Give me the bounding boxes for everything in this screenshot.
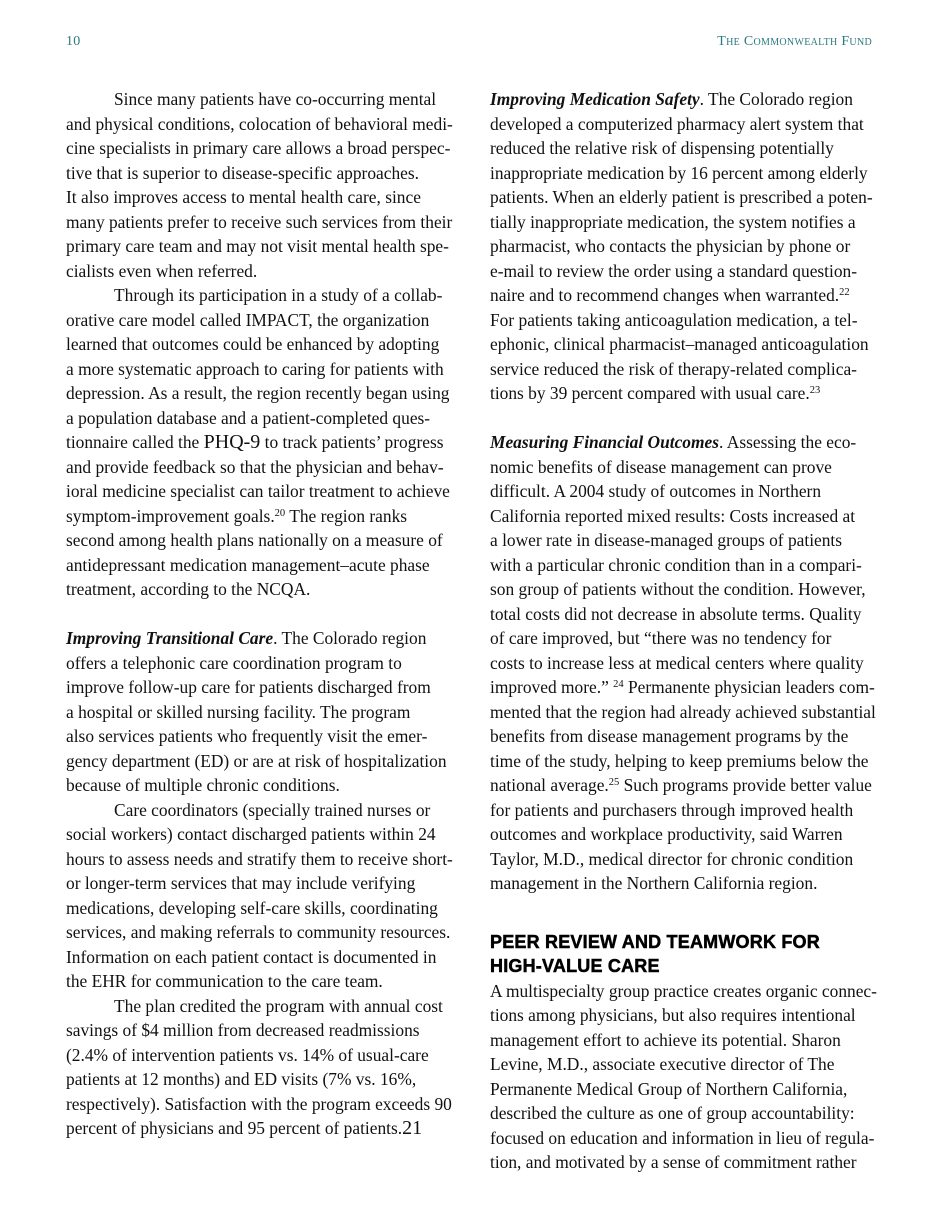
text-line: treatment, according to the NCQA. bbox=[66, 579, 311, 599]
text-line bbox=[66, 1116, 466, 1141]
text-span: Such programs provide better value bbox=[619, 775, 872, 795]
text-line: management effort to achieve its potential. Sharon bbox=[490, 1029, 841, 1050]
text-line: focused on education and information in lieu of regula- bbox=[490, 1127, 875, 1148]
text-line: described the culture as one of group accountability: bbox=[490, 1103, 855, 1123]
paragraph bbox=[490, 979, 890, 1175]
text-line: ephonic, clinical pharmacist–managed anticoagulation bbox=[490, 334, 869, 354]
text-line: developed a computerized pharmacy alert system that bbox=[490, 113, 864, 134]
text-line: California reported mixed results: Costs increased at bbox=[490, 505, 856, 526]
text-line bbox=[66, 430, 466, 455]
text-line: tions among physicians, but also requires intentional bbox=[490, 1005, 856, 1025]
text-line: of care improved, but “there was no tendency for bbox=[490, 628, 832, 648]
text-span: The region ranks bbox=[285, 505, 408, 526]
footnote-ref: 22 bbox=[839, 287, 850, 298]
text-line: gency department (ED) or are at risk of hospitalization bbox=[66, 750, 447, 771]
text-line: The plan credited the program with annual cost bbox=[114, 995, 443, 1016]
text-line bbox=[490, 675, 890, 700]
text-span: to track patients’ progress bbox=[260, 432, 444, 452]
text-span: PHQ-9 bbox=[203, 431, 261, 453]
text-span: naire and to recommend changes when warranted. bbox=[490, 285, 840, 305]
text-line: a lower rate in disease-managed groups of patients bbox=[490, 530, 843, 550]
text-line: a hospital or skilled nursing facility. The program bbox=[66, 701, 411, 722]
text-line: time of the study, helping to keep premiums below the bbox=[490, 750, 869, 771]
text-line: patients. When an elderly patient is prescribed a poten- bbox=[490, 187, 873, 207]
text-line: difficult. A 2004 study of outcomes in Northern bbox=[490, 481, 822, 501]
text-line: and provide feedback so that the physician and behav- bbox=[66, 456, 444, 477]
text-line: outcomes and workplace productivity, said Warren bbox=[490, 824, 843, 844]
spacer bbox=[66, 602, 466, 627]
text-line: a population database and a patient-completed ques- bbox=[66, 407, 431, 428]
text-line: Levine, M.D., associate executive director of The bbox=[490, 1054, 835, 1074]
text-span: improved more.” bbox=[490, 677, 614, 697]
paragraph bbox=[66, 798, 466, 994]
text-line: Permanente Medical Group of Northern California, bbox=[490, 1078, 848, 1099]
text-span: tionnaire called the bbox=[66, 432, 204, 452]
text-span: . Assessing the eco- bbox=[719, 432, 857, 452]
text-line: savings of $4 million from decreased readmissions bbox=[66, 1020, 420, 1040]
paragraph bbox=[490, 87, 890, 406]
text-span: . The Colorado region bbox=[699, 89, 853, 109]
text-line: because of multiple chronic conditions. bbox=[66, 775, 340, 795]
text-line: also services patients who frequently visit the emer- bbox=[66, 726, 428, 746]
running-header-publication: The Commonwealth Fund bbox=[717, 34, 872, 49]
text-line: offers a telephonic care coordination program to bbox=[66, 652, 402, 673]
text-line: and physical conditions, colocation of behavioral medi- bbox=[66, 113, 453, 134]
text-line bbox=[490, 773, 890, 798]
text-line: primary care team and may not visit mental health spe- bbox=[66, 236, 449, 256]
text-line: hours to assess needs and stratify them to receive short- bbox=[66, 848, 453, 869]
text-line: (2.4% of intervention patients vs. 14% of usual-care bbox=[66, 1044, 429, 1065]
footnote-ref: 20 bbox=[274, 507, 286, 519]
text-line: Care coordinators (specially trained nurses or bbox=[114, 799, 431, 820]
text-line: Through its participation in a study of a collab- bbox=[114, 285, 443, 305]
text-line: A multispecialty group practice creates organic connec- bbox=[490, 980, 877, 1001]
text-line: PEER REVIEW AND TEAMWORK FOR bbox=[490, 931, 820, 952]
text-line: Taylor, M.D., medical director for chronic condition bbox=[490, 848, 854, 869]
text-line: Information on each patient contact is documented in bbox=[66, 946, 437, 967]
text-line bbox=[66, 626, 466, 651]
footnote-ref: 25 bbox=[608, 777, 620, 788]
text-line: e-mail to review the order using a standard question- bbox=[490, 260, 858, 281]
text-line: or longer-term services that may include verifying bbox=[66, 873, 416, 893]
text-line: Since many patients have co-occurring mental bbox=[114, 89, 437, 109]
text-line: depression. As a result, the region recently began using bbox=[66, 383, 450, 403]
text-line: second among health plans nationally on a measure of bbox=[66, 530, 443, 550]
text-line: many patients prefer to receive such services from their bbox=[66, 211, 453, 232]
text-span: Permanente physician leaders com- bbox=[623, 677, 875, 697]
text-line: respectively). Satisfaction with the program exceeds 90 bbox=[66, 1093, 452, 1114]
paragraph bbox=[66, 994, 466, 1141]
text-line: tion, and motivated by a sense of commitment rather bbox=[490, 1152, 857, 1172]
text-span: national average. bbox=[490, 775, 609, 795]
text-line: pharmacist, who contacts the physician by phone or bbox=[490, 236, 851, 256]
run-in-heading: Improving Transitional Care bbox=[66, 628, 274, 648]
text-span: symptom-improvement goals. bbox=[66, 505, 275, 526]
footnote-ref: 24 bbox=[613, 679, 624, 690]
text-line: HIGH-VALUE CARE bbox=[490, 956, 660, 976]
section-heading bbox=[490, 930, 890, 979]
text-line: It also improves access to mental health care, since bbox=[66, 187, 421, 207]
text-line: learned that outcomes could be enhanced by adopting bbox=[66, 334, 440, 354]
text-line: cine specialists in primary care allows a broad perspec- bbox=[66, 138, 451, 158]
text-line bbox=[490, 430, 890, 455]
paragraph bbox=[66, 87, 466, 283]
text-line: for patients and purchasers through improved health bbox=[490, 799, 854, 820]
text-line: benefits from disease management programs by the bbox=[490, 726, 849, 746]
footnote-ref: 23 bbox=[809, 385, 821, 396]
spacer bbox=[490, 896, 890, 930]
text-line: social workers) contact discharged patients within 24 bbox=[66, 824, 436, 844]
text-line: costs to increase less at medical centers where quality bbox=[490, 652, 864, 673]
left-column bbox=[66, 87, 466, 1141]
text-line: tially inappropriate medication, the system notifies a bbox=[490, 211, 856, 232]
text-line: son group of patients without the condition. However, bbox=[490, 579, 866, 599]
text-line: services, and making referrals to community resources. bbox=[66, 922, 451, 942]
text-line: inappropriate medication by 16 percent among elderly bbox=[490, 162, 868, 183]
spacer bbox=[490, 406, 890, 431]
text-span: tions by 39 percent compared with usual care. bbox=[490, 383, 810, 403]
run-in-heading: Improving Medication Safety bbox=[490, 89, 700, 109]
text-line: patients at 12 months) and ED visits (7% vs. 16%, bbox=[66, 1069, 417, 1089]
text-line: management in the Northern California region. bbox=[490, 873, 818, 893]
text-span: percent of physicians and 95 percent of patients. bbox=[66, 1118, 403, 1138]
right-column bbox=[490, 87, 890, 1175]
text-line bbox=[66, 504, 466, 529]
text-line: reduced the relative risk of dispensing potentially bbox=[490, 138, 834, 158]
text-line: cialists even when referred. bbox=[66, 260, 258, 281]
text-line bbox=[490, 381, 890, 406]
page-number: 10 bbox=[66, 34, 81, 49]
text-line: mented that the region had already achieved substantial bbox=[490, 701, 876, 722]
text-line: service reduced the risk of therapy-related complica- bbox=[490, 358, 857, 379]
paragraph bbox=[490, 430, 890, 896]
text-line: total costs did not decrease in absolute terms. Quality bbox=[490, 603, 862, 624]
text-line: tive that is superior to disease-specific approaches. bbox=[66, 162, 420, 183]
text-line: For patients taking anticoagulation medication, a tel- bbox=[490, 309, 858, 330]
text-line: antidepressant medication management–acute phase bbox=[66, 554, 430, 575]
text-line: improve follow-up care for patients discharged from bbox=[66, 677, 431, 697]
text-line bbox=[490, 87, 890, 112]
paragraph bbox=[66, 626, 466, 798]
text-span: 21 bbox=[402, 1117, 423, 1139]
text-line bbox=[490, 283, 890, 308]
text-line: nomic benefits of disease management can prove bbox=[490, 456, 832, 477]
text-line: a more systematic approach to caring for patients with bbox=[66, 358, 444, 379]
text-line: ioral medicine specialist can tailor treatment to achieve bbox=[66, 481, 450, 501]
text-span: . The Colorado region bbox=[273, 628, 427, 648]
text-line: with a particular chronic condition than in a compari- bbox=[490, 554, 862, 575]
text-line: orative care model called IMPACT, the organization bbox=[66, 309, 430, 330]
text-line: the EHR for communication to the care team. bbox=[66, 971, 383, 991]
text-line: medications, developing self-care skills, coordinating bbox=[66, 897, 438, 918]
run-in-heading: Measuring Financial Outcomes bbox=[490, 432, 720, 452]
paragraph bbox=[66, 283, 466, 602]
